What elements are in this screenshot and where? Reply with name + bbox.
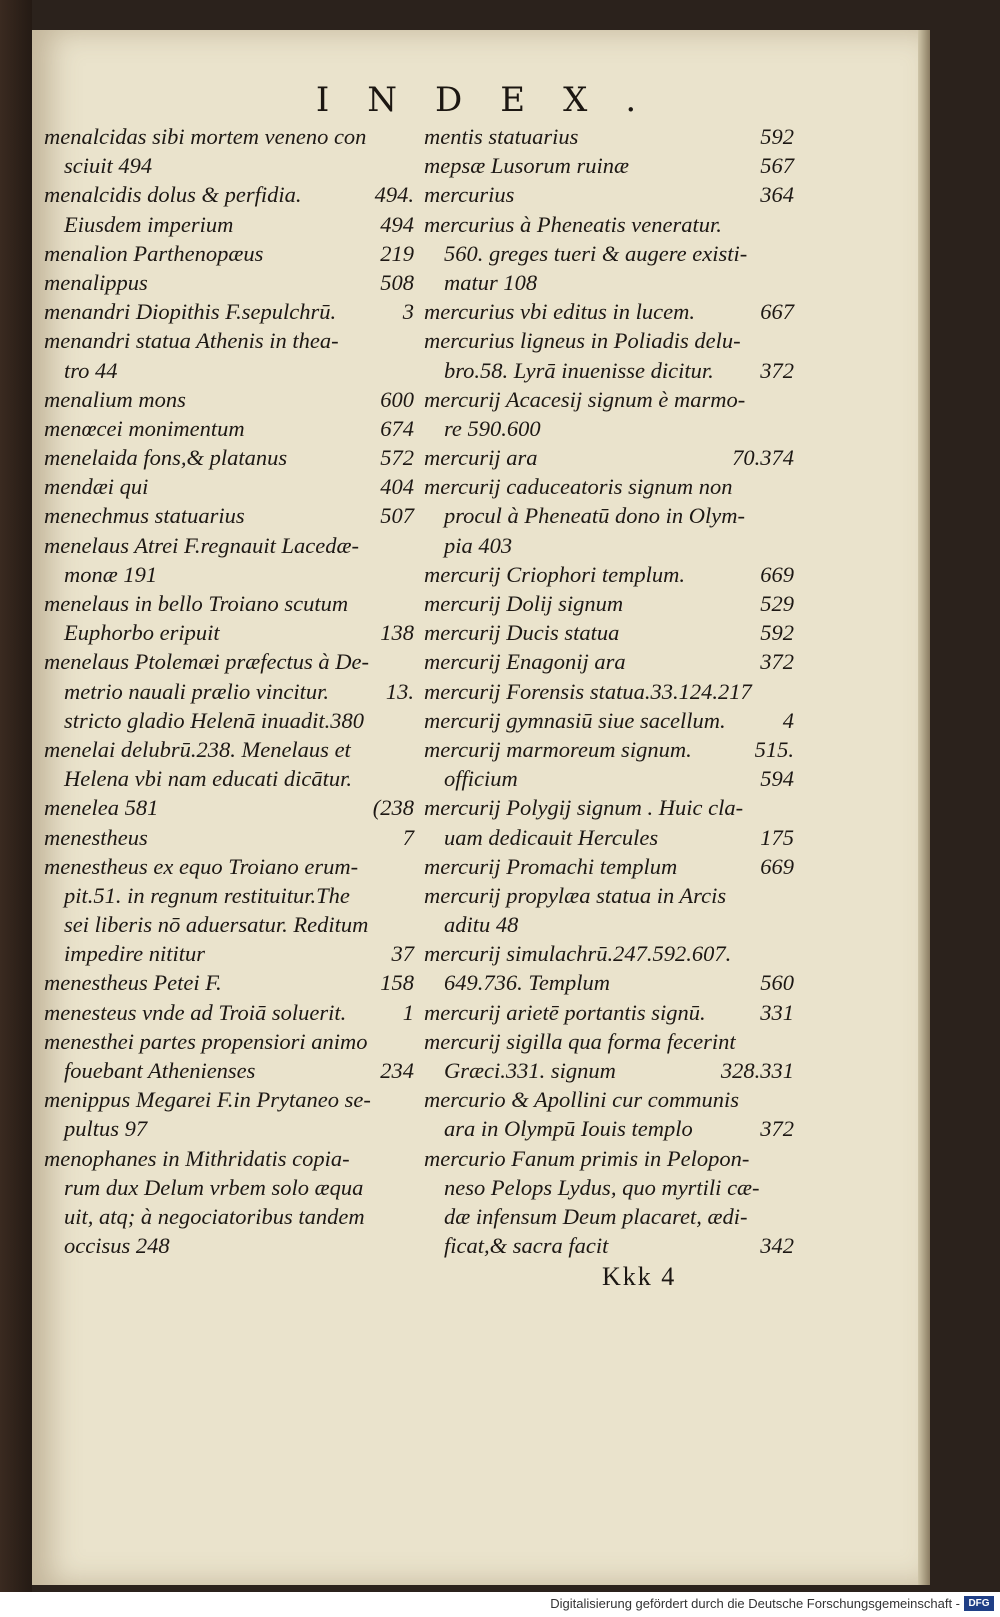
entry-text: menalion Parthenopæus xyxy=(44,240,264,266)
entry-text: mercurij Acacesij signum è marmo- xyxy=(424,386,746,412)
entry-page: 515. xyxy=(754,736,794,762)
entry-text: matur 108 xyxy=(444,269,538,295)
entry-text: menœcei monimentum xyxy=(44,415,245,441)
entry-page: 494 xyxy=(380,211,414,237)
entry-text: menandri Diopithis F.sepulchrū. xyxy=(44,299,337,325)
index-entry xyxy=(424,239,794,268)
index-entry xyxy=(44,823,414,852)
entry-page: 372 xyxy=(760,357,794,383)
entry-text: menechmus statuarius xyxy=(44,503,245,529)
entry-text: uam dedicauit Hercules xyxy=(444,824,659,850)
entry-text: mentis statuarius xyxy=(424,124,579,149)
entry-text: ficat,& sacra facit xyxy=(444,1233,609,1259)
entry-text: neso Pelops Lydus, quo myrtili cæ- xyxy=(444,1174,760,1200)
index-column-right xyxy=(424,122,794,1260)
index-entry xyxy=(44,706,414,735)
entry-text: mercurij Polygij signum . Huic cla- xyxy=(424,795,744,821)
entry-text: sei liberis nō aduersatur. Reditum xyxy=(64,912,369,938)
index-entry xyxy=(44,501,414,530)
index-entry xyxy=(44,268,414,297)
entry-text: menalcidas sibi mortem veneno con xyxy=(44,124,367,149)
entry-page: 600 xyxy=(380,386,414,412)
index-entry xyxy=(424,764,794,793)
entry-text: menippus Megarei F.in Prytaneo se- xyxy=(44,1087,371,1113)
entry-text: menalcidis dolus & perfidia. xyxy=(44,182,302,208)
entry-text: dæ infensum Deum placaret, ædi- xyxy=(444,1203,748,1229)
index-entry xyxy=(424,1173,794,1202)
index-entry xyxy=(44,122,414,151)
index-entry xyxy=(424,268,794,297)
index-entry xyxy=(424,939,794,968)
index-entry xyxy=(424,414,794,443)
index-entry xyxy=(424,881,794,910)
index-entry xyxy=(424,1144,794,1173)
entry-page: 494. xyxy=(374,182,414,208)
index-entry xyxy=(424,823,794,852)
entry-text: menelaus Atrei F.regnauit Lacedæ- xyxy=(44,532,359,558)
entry-page: 404 xyxy=(380,474,414,500)
index-entry xyxy=(424,472,794,501)
book-page xyxy=(32,30,918,1585)
entry-page: 342 xyxy=(760,1233,794,1259)
entry-page: (238 xyxy=(372,795,414,821)
entry-text: 649.736. Templum xyxy=(444,970,611,996)
entry-page: 567 xyxy=(760,153,794,179)
index-entry xyxy=(44,531,414,560)
entry-text: mercurius ligneus in Poliadis delu- xyxy=(424,328,741,354)
index-entry xyxy=(424,210,794,239)
index-entry xyxy=(44,1144,414,1173)
index-entry xyxy=(424,151,794,180)
entry-page: 328.331 xyxy=(720,1058,794,1083)
entry-text: Eiusdem imperium xyxy=(64,211,234,237)
entry-text: mercurij Ducis statua xyxy=(424,620,620,646)
entry-page: 7 xyxy=(402,824,414,850)
entry-text: menesteus vnde ad Troiā soluerit. xyxy=(44,999,347,1025)
index-entry xyxy=(44,1027,414,1056)
index-entry xyxy=(44,910,414,939)
entry-page: 4 xyxy=(782,707,794,733)
entry-page: 669 xyxy=(760,561,794,587)
entry-text: mercurij caduceatoris signum non xyxy=(424,474,733,500)
entry-text: metrio nauali prælio vincitur. xyxy=(64,678,330,704)
entry-text: Helena vbi nam educati dicātur. xyxy=(64,766,353,792)
entry-text: mercurij Forensis statua.33.124.217 xyxy=(424,678,752,704)
index-entry xyxy=(44,793,414,822)
entry-page: 674 xyxy=(380,415,414,441)
index-entry xyxy=(44,180,414,209)
entry-text: menelaus Ptolemæi præfectus à De- xyxy=(44,649,369,675)
index-entry xyxy=(44,618,414,647)
index-entry xyxy=(44,968,414,997)
index-entry xyxy=(424,1231,794,1260)
index-entry xyxy=(44,1056,414,1085)
index-entry xyxy=(44,852,414,881)
entry-text: sciuit 494 xyxy=(64,153,153,179)
entry-text: menelea 581 xyxy=(44,795,159,821)
index-entry xyxy=(424,589,794,618)
index-entry xyxy=(44,939,414,968)
index-entry xyxy=(424,180,794,209)
entry-page: 529 xyxy=(760,591,794,616)
entry-page: 331 xyxy=(760,999,794,1025)
book-gutter xyxy=(0,0,32,1617)
index-entry xyxy=(44,881,414,910)
entry-text: mercurius vbi editus in lucem. xyxy=(424,299,695,325)
entry-text: pit.51. in regnum restituitur.The xyxy=(64,882,350,908)
entry-text: 560. greges tueri & augere existi- xyxy=(444,240,748,266)
entry-text: tro 44 xyxy=(64,357,118,383)
entry-text: mercurij ara xyxy=(424,445,538,471)
index-entry xyxy=(424,618,794,647)
entry-text: ara in Olympū Iouis templo xyxy=(444,1116,693,1142)
entry-page: 592 xyxy=(760,124,794,149)
index-entry xyxy=(44,647,414,676)
index-entry xyxy=(44,326,414,355)
index-entry xyxy=(424,735,794,764)
entry-text: menesthei partes propensiori animo xyxy=(44,1028,368,1054)
entry-page: 219 xyxy=(380,240,414,266)
entry-text: menelaus in bello Troiano scutum xyxy=(44,591,349,616)
index-entry xyxy=(424,793,794,822)
entry-text: re 590.600 xyxy=(444,415,541,441)
entry-page: 3 xyxy=(402,299,414,325)
index-entry xyxy=(424,501,794,530)
index-entry xyxy=(44,1114,414,1143)
entry-text: mercurij Promachi templum xyxy=(424,853,678,879)
entry-text: fouebant Athenienses xyxy=(64,1058,256,1083)
index-entry xyxy=(44,560,414,589)
entry-text: menophanes in Mithridatis copia- xyxy=(44,1145,350,1171)
index-entry xyxy=(44,443,414,472)
entry-text: menalium mons xyxy=(44,386,186,412)
index-entry xyxy=(44,414,414,443)
dfg-logo: DFG xyxy=(964,1596,994,1611)
index-entry xyxy=(44,210,414,239)
index-entry xyxy=(424,297,794,326)
entry-text: aditu 48 xyxy=(444,912,519,938)
entry-page: 594 xyxy=(760,766,794,792)
index-entry xyxy=(424,677,794,706)
entry-text: pultus 97 xyxy=(64,1116,148,1142)
entry-page: 372 xyxy=(760,1116,794,1142)
entry-text: bro.58. Lyrā inuenisse dicitur. xyxy=(444,357,714,383)
entry-text: menalippus xyxy=(44,269,148,295)
index-entry xyxy=(44,1085,414,1114)
footer-credit: Digitalisierung gefördert durch die Deutsche Forschungsgemeinschaft - xyxy=(550,1596,960,1611)
index-entry xyxy=(44,1202,414,1231)
entry-text: mercurij Enagonij ara xyxy=(424,649,626,675)
entry-page: 372 xyxy=(760,649,794,675)
index-entry xyxy=(44,998,414,1027)
entry-text: mercurij Dolij signum xyxy=(424,591,624,616)
index-entry xyxy=(424,356,794,385)
index-entry xyxy=(44,764,414,793)
entry-text: mercurij marmoreum signum. xyxy=(424,736,692,762)
index-entry xyxy=(424,560,794,589)
entry-page: 364 xyxy=(760,182,794,208)
entry-text: mercurij sigilla qua forma fecerint xyxy=(424,1028,736,1054)
entry-text: mercurij simulachrū.247.592.607. xyxy=(424,941,732,967)
entry-page: 70.374 xyxy=(732,445,794,471)
entry-text: rum dux Delum vrbem solo æqua xyxy=(64,1174,364,1200)
index-entry xyxy=(44,735,414,764)
entry-text: stricto gladio Helenā inuadit.380 xyxy=(64,707,364,733)
entry-text: mercurio Fanum primis in Pelopon- xyxy=(424,1145,750,1171)
entry-text: mercurij gymnasiū siue sacellum. xyxy=(424,707,726,733)
entry-page: 158 xyxy=(380,970,414,996)
index-entry xyxy=(424,326,794,355)
page-edge xyxy=(918,30,930,1585)
footer-bar xyxy=(0,1592,1000,1617)
entry-page: 234 xyxy=(380,1058,414,1083)
catchword: Kkk 4 xyxy=(602,1262,677,1291)
entry-text: impedire nititur xyxy=(64,941,206,967)
entry-text: mercurius xyxy=(424,182,515,208)
entry-page: 572 xyxy=(380,445,414,471)
entry-text: mercurio & Apollini cur communis xyxy=(424,1087,739,1113)
index-entry xyxy=(424,706,794,735)
entry-text: menestheus Petei F. xyxy=(44,970,222,996)
entry-text: mercurij Criophori templum. xyxy=(424,561,686,587)
entry-text: pia 403 xyxy=(444,532,513,558)
entry-text: uit, atq; à negociatoribus tandem xyxy=(64,1203,365,1229)
entry-text: mercurij propylæa statua in Arcis xyxy=(424,882,727,908)
entry-page: 667 xyxy=(760,299,794,325)
entry-text: mendæi qui xyxy=(44,474,149,500)
entry-page: 592 xyxy=(760,620,794,646)
entry-text: mercurij arietē portantis signū. xyxy=(424,999,706,1025)
entry-page: 508 xyxy=(380,269,414,295)
index-entry xyxy=(44,1173,414,1202)
index-entry xyxy=(44,385,414,414)
entry-text: Euphorbo eripuit xyxy=(64,620,220,646)
index-entry xyxy=(44,239,414,268)
index-entry xyxy=(424,968,794,997)
entry-text: menestheus xyxy=(44,824,148,850)
index-entry xyxy=(424,1114,794,1143)
entry-page: 138 xyxy=(380,620,414,646)
entry-text: Græci.331. signum xyxy=(444,1058,616,1083)
entry-text: menandri statua Athenis in thea- xyxy=(44,328,339,354)
entry-page: 1 xyxy=(402,999,414,1025)
entry-page: 669 xyxy=(760,853,794,879)
index-column-left xyxy=(44,122,414,1260)
entry-page: 507 xyxy=(380,503,414,529)
index-entry xyxy=(424,531,794,560)
index-entry xyxy=(424,1202,794,1231)
index-entry xyxy=(424,1085,794,1114)
index-entry xyxy=(44,356,414,385)
entry-text: menelai delubrū.238. Menelaus et xyxy=(44,736,351,762)
page-header: INDEX. xyxy=(315,80,675,120)
index-entry xyxy=(424,998,794,1027)
index-entry xyxy=(44,1231,414,1260)
entry-text: procul à Pheneatū dono in Olym- xyxy=(444,503,745,529)
entry-text: mercurius à Pheneatis veneratur. xyxy=(424,211,722,237)
index-entry xyxy=(44,677,414,706)
index-entry xyxy=(44,297,414,326)
index-entry xyxy=(44,472,414,501)
entry-text: occisus 248 xyxy=(64,1233,170,1259)
entry-text: officium xyxy=(444,766,518,792)
index-entry xyxy=(424,443,794,472)
index-entry xyxy=(424,385,794,414)
entry-page: 560 xyxy=(760,970,794,996)
entry-text: menestheus ex equo Troiano erum- xyxy=(44,853,359,879)
entry-text: mepsæ Lusorum ruinæ xyxy=(424,153,630,179)
index-entry xyxy=(424,910,794,939)
index-entry xyxy=(424,1027,794,1056)
index-entry xyxy=(424,1056,794,1085)
entry-text: menelaida fons,& platanus xyxy=(44,445,288,471)
entry-text: monæ 191 xyxy=(64,561,158,587)
entry-page: 37 xyxy=(391,941,414,967)
index-entry xyxy=(44,151,414,180)
entry-page: 175 xyxy=(760,824,794,850)
index-entry xyxy=(424,122,794,151)
index-entry xyxy=(44,589,414,618)
index-entry xyxy=(424,647,794,676)
index-entry xyxy=(424,852,794,881)
entry-page: 13. xyxy=(385,678,414,704)
